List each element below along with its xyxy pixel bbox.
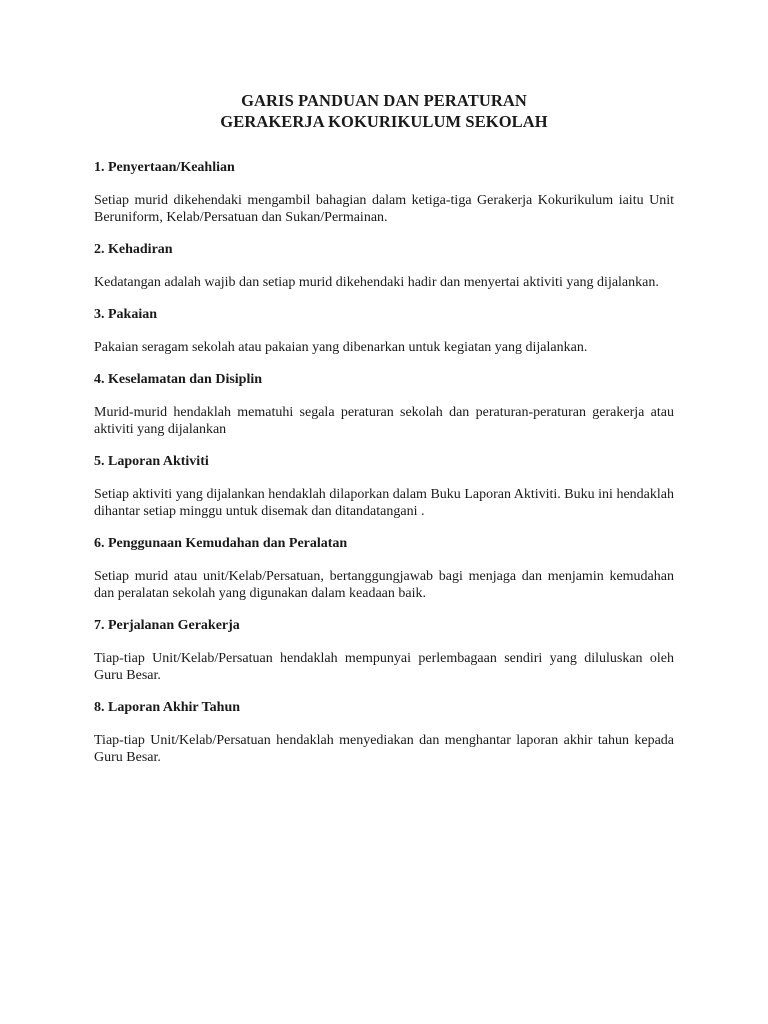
section-body: Murid-murid hendaklah mematuhi segala peraturan sekolah dan peraturan-peraturan gerakerja atau aktiviti yang dijalankan [94, 405, 674, 437]
section-body: Setiap murid atau unit/Kelab/Persatuan, bertanggungjawab bagi menjaga dan menjamin kemudahan dan peralatan sekolah yang digunakan dalam keadaan baik. [94, 569, 674, 601]
section-body: Setiap aktiviti yang dijalankan hendaklah dilaporkan dalam Buku Laporan Aktiviti. Buku ini hendaklah dihantar setiap minggu untuk disemak dan ditandatangani . [94, 487, 674, 519]
section-pakaian [94, 306, 674, 356]
section-body: Kedatangan adalah wajib dan setiap murid dikehendaki hadir dan menyertai aktiviti yang dijalankan. [94, 275, 659, 290]
section-body: Pakaian seragam sekolah atau pakaian yang dibenarkan untuk kegiatan yang dijalankan. [94, 340, 588, 355]
section-heading: 6. Penggunaan Kemudahan dan Peralatan [94, 536, 348, 551]
section-body: Setiap murid dikehendaki mengambil bahagian dalam ketiga-tiga Gerakerja Kokurikulum iaitu Unit Beruniform, Kelab/Persatuan dan Sukan/Permainan. [94, 193, 674, 225]
section-penggunaan-kemudahan [94, 535, 674, 602]
section-body: Tiap-tiap Unit/Kelab/Persatuan hendaklah mempunyai perlembagaan sendiri yang diluluskan oleh Guru Besar. [94, 651, 674, 683]
section-laporan-akhir-tahun [94, 699, 674, 766]
document-title [94, 90, 674, 132]
section-heading: 1. Penyertaan/Keahlian [94, 160, 235, 175]
section-heading: 5. Laporan Aktiviti [94, 454, 209, 469]
section-kehadiran [94, 241, 674, 291]
title-line-2: GERAKERJA KOKURIKULUM SEKOLAH [220, 112, 548, 131]
section-laporan-aktiviti [94, 453, 674, 520]
title-line-1: GARIS PANDUAN DAN PERATURAN [241, 91, 527, 110]
section-body: Tiap-tiap Unit/Kelab/Persatuan hendaklah menyediakan dan menghantar laporan akhir tahun kepada Guru Besar. [94, 733, 674, 765]
section-heading: 7. Perjalanan Gerakerja [94, 618, 240, 633]
section-heading: 4. Keselamatan dan Disiplin [94, 372, 263, 387]
section-heading: 3. Pakaian [94, 307, 158, 322]
section-keselamatan [94, 371, 674, 438]
section-penyertaan [94, 159, 674, 226]
sections-list [94, 159, 674, 766]
document-page [94, 90, 674, 766]
section-perjalanan-gerakerja [94, 617, 674, 684]
section-heading: 2. Kehadiran [94, 242, 173, 257]
section-heading: 8. Laporan Akhir Tahun [94, 700, 241, 715]
